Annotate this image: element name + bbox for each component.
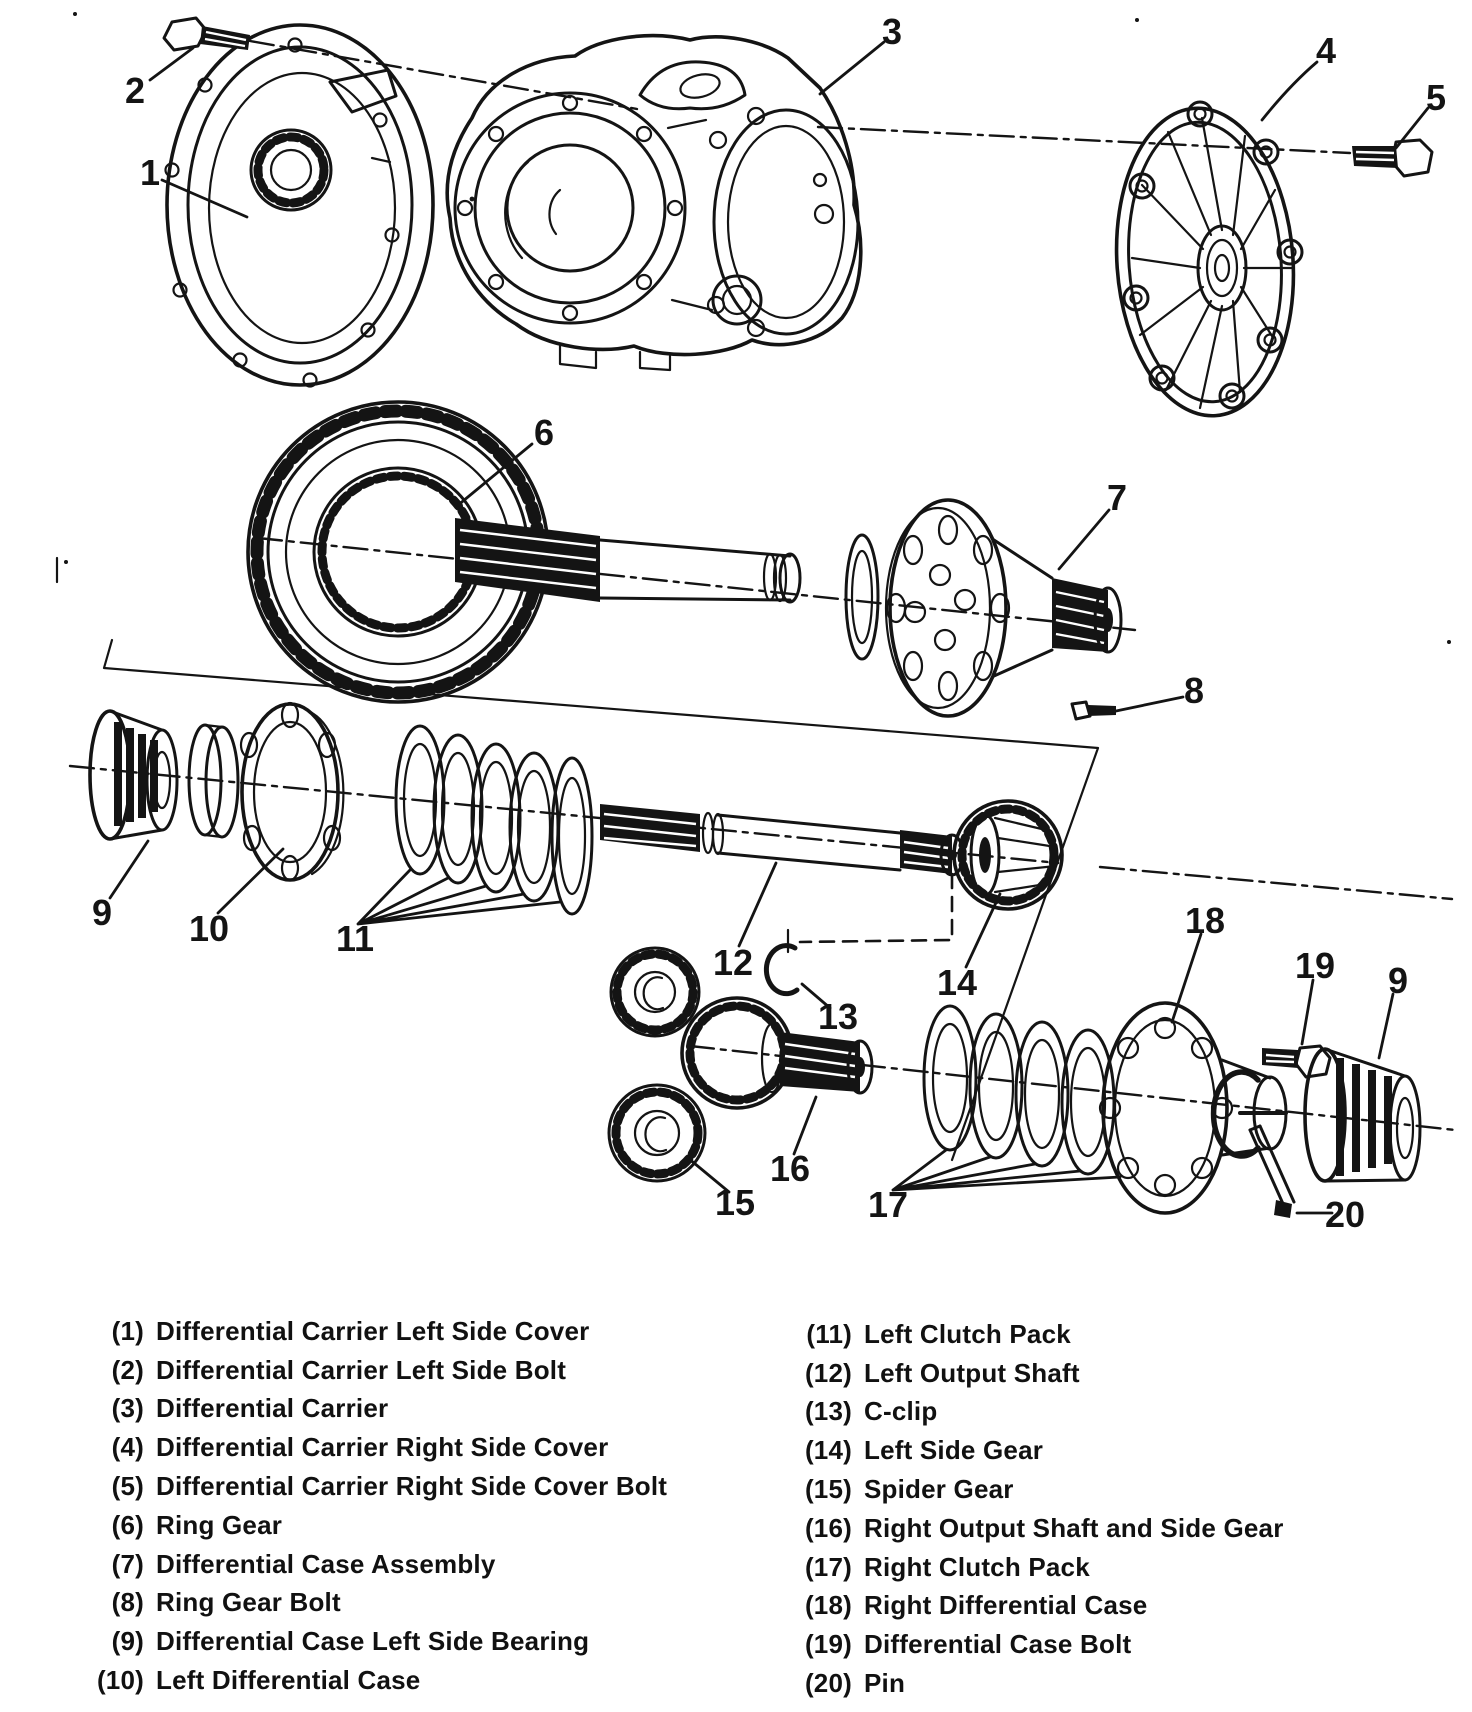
callout-11: 11 [336,918,375,959]
legend-right-column [788,1315,1284,1703]
legend-item-16 [788,1509,1284,1548]
callout-9b: 9 [1388,960,1409,1001]
callout-17: 17 [868,1184,909,1225]
legend-label: Differential Case Bolt [864,1629,1132,1660]
legend-item-12 [788,1354,1284,1393]
legend-num: (17) [804,1551,852,1582]
callout-5: 5 [1426,77,1447,118]
legend-label: Differential Carrier Left Side Bolt [156,1354,567,1385]
legend-label: Left Differential Case [156,1665,421,1696]
legend-item-15 [788,1470,1284,1509]
legend-num: (5) [111,1471,144,1502]
legend-num: (14) [804,1435,852,1466]
legend-item-8 [80,1584,667,1623]
legend-label: Left Side Gear [864,1435,1044,1466]
legend-label: Pin [864,1668,906,1699]
callout-12: 12 [713,942,754,983]
legend-item-11 [788,1315,1284,1354]
legend-num: (9) [111,1626,144,1657]
legend-num: (2) [111,1354,144,1385]
legend-item-2 [80,1351,667,1390]
legend-item-1 [80,1312,667,1351]
legend-label: Left Clutch Pack [864,1318,1071,1349]
legend-item-18 [788,1587,1284,1626]
legend-label: Differential Carrier Left Side Cover [156,1315,590,1346]
legend-label: Right Differential Case [864,1590,1148,1621]
legend-left-column [80,1312,667,1700]
part-differential-case-assembly [846,500,1121,716]
legend-num: (16) [804,1512,852,1543]
legend-num: (4) [111,1432,144,1463]
legend-label: Ring Gear [156,1509,283,1540]
callout-1: 1 [140,152,161,193]
legend-item-17 [788,1548,1284,1587]
legend-label: Differential Carrier [156,1393,389,1424]
part-differential-carrier-right-side-cover-bolt [1352,140,1432,176]
legend-label: Right Output Shaft and Side Gear [864,1512,1284,1543]
legend-label: Differential Carrier Right Side Cover Bolt [156,1471,668,1502]
callout-14: 14 [937,962,978,1003]
legend-num: (7) [111,1548,144,1579]
legend-item-9 [80,1622,667,1661]
part-left-output-shaft [600,804,963,875]
callout-4: 4 [1316,30,1337,71]
legend-item-19 [788,1625,1284,1664]
callout-7: 7 [1107,477,1128,518]
legend-item-5 [80,1467,667,1506]
legend-label: C-clip [864,1396,938,1427]
legend-item-14 [788,1431,1284,1470]
legend-item-3 [80,1390,667,1429]
part-differential-carrier-left-side-cover [166,25,434,387]
callout-18: 18 [1185,900,1226,941]
callout-6: 6 [534,412,555,453]
legend-label: Differential Carrier Right Side Cover [156,1432,609,1463]
legend-num: (3) [111,1393,144,1424]
legend-item-10 [80,1661,667,1700]
part-differential-carrier-right-side-cover [1106,102,1303,422]
legend-item-6 [80,1506,667,1545]
callout-19: 19 [1295,945,1336,986]
callout-3: 3 [882,11,903,52]
part-ring-gear-bolt [1072,702,1116,719]
legend-num: (6) [111,1509,144,1540]
part-spider-gear-lower [609,1085,705,1181]
legend-item-13 [788,1393,1284,1432]
legend-num: (1) [111,1315,144,1346]
part-pin [1250,1126,1294,1218]
legend-num: (19) [804,1629,852,1660]
callout-2: 2 [125,70,146,111]
legend-label: Right Clutch Pack [864,1551,1090,1582]
callout-9: 9 [92,892,113,933]
callout-10: 10 [189,908,230,949]
legend-num: (15) [804,1474,852,1505]
legend-label: Differential Case Assembly [156,1548,496,1579]
legend-num: (20) [804,1668,852,1699]
legend-num: (18) [804,1590,852,1621]
callout-16: 16 [770,1148,811,1189]
legend-num: (11) [806,1318,852,1349]
legend-label: Differential Case Left Side Bearing [156,1626,590,1657]
part-c-clip [766,946,797,994]
legend-label: Left Output Shaft [864,1357,1080,1388]
callout-8: 8 [1184,670,1205,711]
legend-num: (10) [96,1665,144,1696]
part-differential-carrier-left-side-bolt [164,18,250,50]
legend-label: Ring Gear Bolt [156,1587,341,1618]
legend-num: (12) [804,1357,852,1388]
legend-item-20 [788,1664,1284,1703]
callout-15: 15 [715,1182,756,1223]
legend-num: (8) [111,1587,144,1618]
legend-label: Spider Gear [864,1474,1014,1505]
callout-20: 20 [1325,1194,1366,1235]
legend-item-4 [80,1428,667,1467]
part-spider-gear-upper [611,948,699,1036]
legend-num: (13) [804,1396,852,1427]
part-left-side-gear [954,801,1062,909]
leader-lines [110,42,1428,1213]
legend-item-7 [80,1545,667,1584]
callout-13: 13 [818,996,859,1037]
callout-labels [92,11,1446,1235]
part-left-clutch-pack [396,726,592,914]
